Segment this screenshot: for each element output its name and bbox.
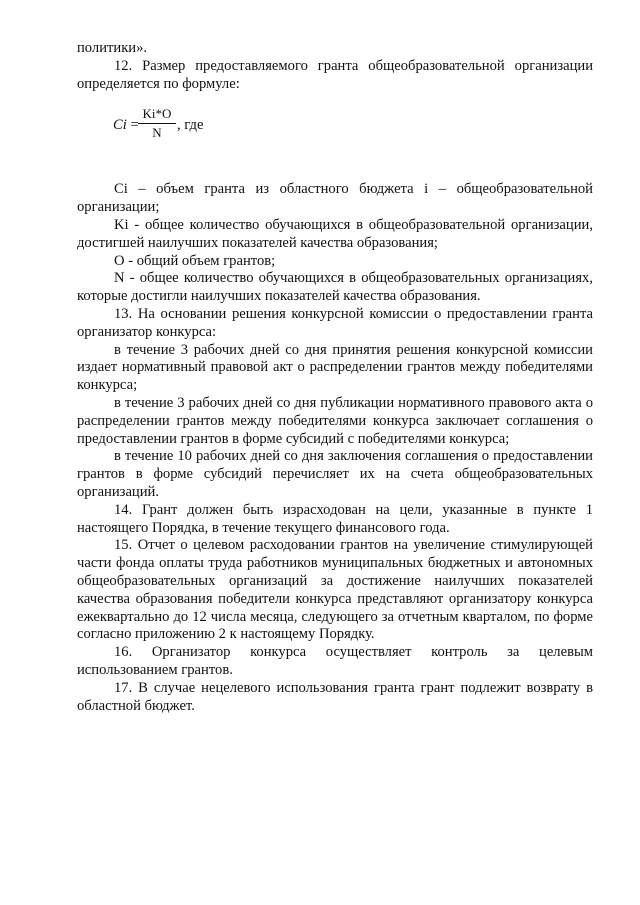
paragraph-13-item-c: в течение 10 рабочих дней со дня заключения соглашения о предоставлении грантов в форме субсидий перечисляет их на счета общеобразовательных организаций. xyxy=(77,448,593,500)
document-body xyxy=(77,40,593,715)
definition-o: O - общий объем грантов; xyxy=(114,252,276,269)
definition-ci: Ci – объем гранта из областного бюджета i – общеобразовательной организации; xyxy=(77,181,593,216)
paragraph-12: 12. Размер предоставляемого гранта общеобразовательной организации определяется по формуле: xyxy=(77,57,593,92)
paragraph-17: 17. В случае нецелевого использования гранта грант подлежит возврату в областной бюджет. xyxy=(77,679,593,714)
paragraph-13: 13. На основании решения конкурсной комиссии о предоставлении гранта организатор конкурса: xyxy=(77,305,593,340)
formula-tail: , где xyxy=(177,117,204,134)
paragraph-13-item-a: в течение 3 рабочих дней со дня принятия решения конкурсной комиссии издает нормативный правовой акт о распределении грантов между победителями конкурса; xyxy=(77,341,593,394)
paragraph-15: 15. Отчет о целевом расходовании грантов на увеличение стимулирующей части фонда оплаты труда работников муниципальных бюджетных и автономных общеобразовательных организаций за достижение наилучших показателей качества образования победители конкурса представляют организатору конкурса ежеквартально до 12 числа месяца, следующего за отчетным кварталом, по форме согласно приложению 2 к настоящему Порядку. xyxy=(77,537,593,643)
paragraph-13-item-b: в течение 3 рабочих дней со дня публикации нормативного правового акта о распределении грантов между победителями конкурса заключает соглашения о предоставлении грантов в форме субсидий с победителями конкурса; xyxy=(77,394,593,447)
definition-n: N - общее количество обучающихся в общеобразовательных организациях, которые достигли наилучших показателей качества образования. xyxy=(77,270,593,305)
definition-ki: Ki - общее количество обучающихся в общеобразовательной организации, достигшей наилучших показателей качества образования; xyxy=(77,216,593,251)
formula-equals: = xyxy=(126,117,139,134)
grant-formula xyxy=(77,107,593,141)
formula-variable: Ci xyxy=(113,117,127,134)
top-fragment: политики». xyxy=(77,40,148,56)
formula-numerator: Ki*O xyxy=(138,106,176,124)
paragraph-16: 16. Организатор конкурса осуществляет контроль за целевым использованием грантов. xyxy=(77,644,593,678)
paragraph-14: 14. Грант должен быть израсходован на цели, указанные в пункте 1 настоящего Порядка, в течение текущего финансового года. xyxy=(77,501,593,536)
formula-denominator: N xyxy=(152,125,162,141)
formula-fraction xyxy=(138,106,176,141)
formula-lhs xyxy=(113,117,139,135)
